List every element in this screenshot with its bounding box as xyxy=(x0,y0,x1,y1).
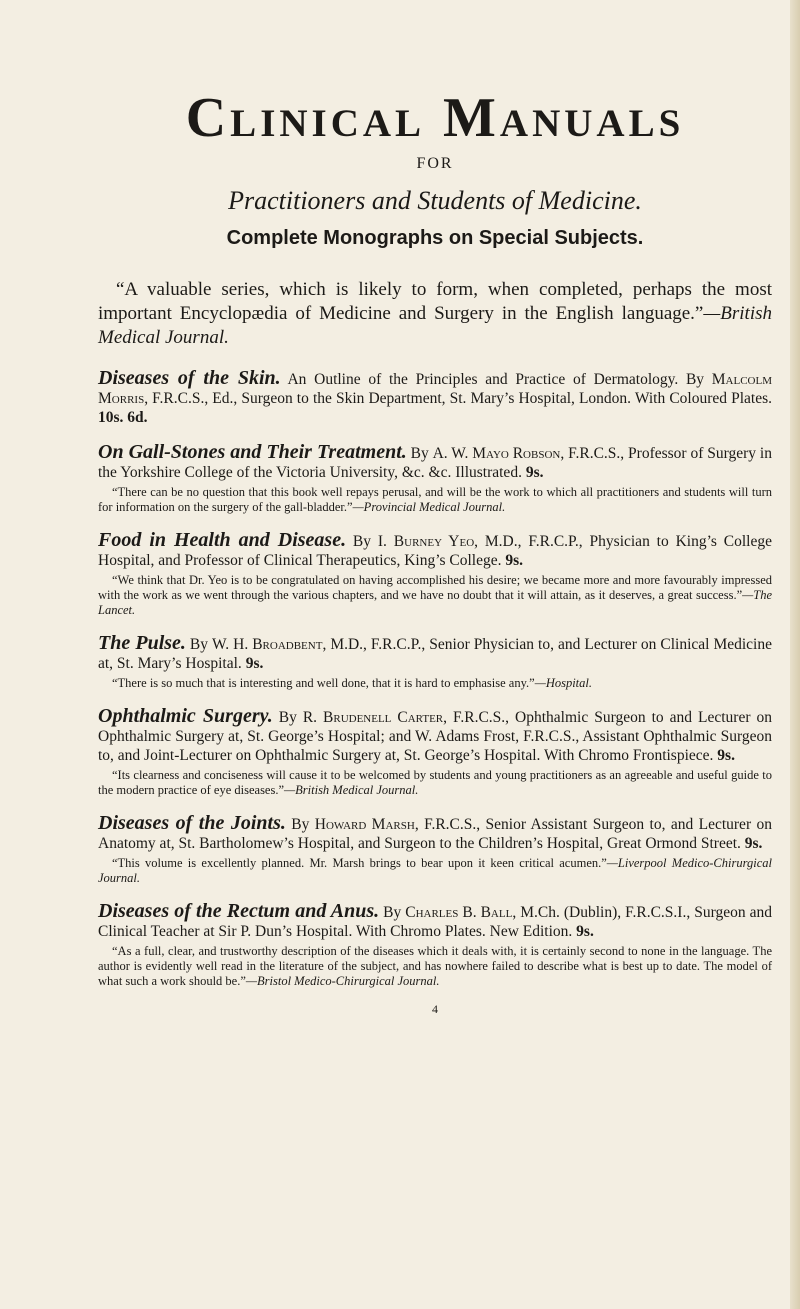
book-title: Food in Health and Disease. xyxy=(98,529,347,551)
book-desc-rest: , M.D., F.R.C.P., Senior Physician to, and Lecturer on Clinical Medicine at, St. Mary’s Hospital. xyxy=(98,636,772,672)
title-connector: FOR xyxy=(416,155,454,172)
book-entry-text xyxy=(98,443,772,482)
book-price: 10s. 6d. xyxy=(98,409,148,426)
review-quote xyxy=(98,768,772,798)
book-entry xyxy=(98,814,772,886)
book-desc-rest: , F.R.C.S., Ed., Surgeon to the Skin Department, St. Mary’s Hospital, London. With Coloured Plates. xyxy=(144,390,772,407)
book-title: On Gall-Stones and Their Treatment. xyxy=(98,441,407,463)
page-number: 4 xyxy=(432,1001,438,1016)
book-desc-start: By xyxy=(272,709,303,726)
book-desc-start: By xyxy=(406,445,433,462)
review-quote-source: —Hospital. xyxy=(534,676,593,690)
book-entry-text xyxy=(98,634,772,673)
book-entry-text xyxy=(98,814,772,853)
review-quote-source: —Provincial Medical Journal. xyxy=(352,500,506,514)
review-quote xyxy=(98,944,772,989)
book-title: Diseases of the Rectum and Anus. xyxy=(98,900,380,922)
series-tagline: Complete Monographs on Special Subjects. xyxy=(226,227,644,249)
book-author: I. Burney Yeo xyxy=(377,533,475,550)
page-title: Clinical Manuals xyxy=(185,87,685,149)
book-author: W. H. Broadbent xyxy=(212,636,323,653)
review-quote-source: —Bristol Medico-Chirurgical Journal. xyxy=(245,974,440,988)
review-quote-text: “As a full, clear, and trustworthy description of the diseases which it deals with, it is certainly second to none in the language. The author is evidently well read in the literature of the subject, and has nowhere failed to describe what is best up to date. The model of what such a work should be.” xyxy=(98,944,772,988)
book-price: 9s. xyxy=(505,552,524,569)
book-price: 9s. xyxy=(576,923,594,940)
book-price: 9s. xyxy=(744,835,763,852)
book-desc-start: An Outline of the Principles and Practice of Dermatology. By xyxy=(280,371,712,388)
intro-quote-source: —British Medical Journal. xyxy=(98,303,772,348)
book-desc-start: By xyxy=(285,816,315,833)
book-entry xyxy=(98,634,772,691)
entries-list xyxy=(98,369,772,989)
intro-quote-text: “A valuable series, which is likely to form, when completed, perhaps the most important Encyclopædia of Medicine and Surgery in the English language.” xyxy=(98,279,772,324)
book-title: The Pulse. xyxy=(98,632,186,654)
review-quote-source: —British Medical Journal. xyxy=(284,783,419,797)
book-entry xyxy=(98,369,772,427)
intro-quote xyxy=(98,278,772,350)
book-desc-rest: , F.R.C.S., Senior Assistant Surgeon to, and Lecturer on Anatomy at, St. Bartholomew’s Hospital, and Surgeon to the Children’s Hospital, Great Ormond Street. xyxy=(98,816,772,852)
book-author: Howard Marsh xyxy=(314,816,415,833)
book-desc-start: By xyxy=(185,636,213,653)
book-entry xyxy=(98,531,772,618)
review-quote-source: —Liverpool Medico-Chirurgical Journal. xyxy=(98,856,773,885)
review-quote-text: “Its clearness and conciseness will cause it to be welcomed by students and young practitioners as an agreeable and useful guide to the modern practice of eye diseases.” xyxy=(98,768,772,797)
book-price: 9s. xyxy=(525,464,544,481)
book-desc-rest: , F.R.C.S., Ophthalmic Surgeon to and Lecturer on Ophthalmic Surgery at, St. George’s Hospital; and W. Adams Frost, F.R.C.S., Assistant Ophthalmic Surgeon to, and Joint-Lecturer on Ophthalmic Surgery at, St. George’s Hospital. With Chromo Frontispiece. xyxy=(98,709,772,764)
book-entry-text xyxy=(98,531,772,570)
book-entry-text xyxy=(98,902,772,941)
book-desc-rest: , M.Ch. (Dublin), F.R.C.S.I., Surgeon and Clinical Teacher at Sir P. Dun’s Hospital. With Chromo Plates. New Edition. xyxy=(98,904,772,940)
page-edge xyxy=(790,0,800,1309)
review-quote xyxy=(98,856,772,886)
review-quote-text: “We think that Dr. Yeo is to be congratulated on having accomplished his desire; we became more and more favourably impressed with the work as we went through the various chapters, and we have no doubt that it will attain, as it deserves, a great success.” xyxy=(98,573,772,602)
review-quote-text: “There is so much that is interesting and well done, that it is hard to emphasise any.” xyxy=(112,676,535,690)
book-entry xyxy=(98,707,772,798)
book-author: Charles B. Ball xyxy=(405,904,513,921)
book-price: 9s. xyxy=(245,655,264,672)
review-quote xyxy=(98,573,772,618)
book-desc-rest: , F.R.C.S., Professor of Surgery in the Yorkshire College of the Victoria University, &c. &c. Illustrated. xyxy=(98,445,772,481)
book-entry-text xyxy=(98,369,772,427)
review-quote xyxy=(98,485,772,515)
book-author: Malcolm Morris xyxy=(98,371,772,407)
book-title: Ophthalmic Surgery. xyxy=(98,705,273,727)
review-quote-text: “This volume is excellently planned. Mr. Marsh brings to bear upon it keen critical acumen.” xyxy=(112,856,607,870)
series-subtitle: Practitioners and Students of Medicine. xyxy=(228,186,642,215)
book-title: Diseases of the Joints. xyxy=(98,812,286,834)
book-entry xyxy=(98,902,772,989)
book-entry xyxy=(98,443,772,515)
review-quote-source: —The Lancet. xyxy=(98,588,772,617)
book-desc-rest: , M.D., F.R.C.P., Physician to King’s College Hospital, and Professor of Clinical Therapeutics, King’s College. xyxy=(98,533,772,569)
book-title: Diseases of the Skin. xyxy=(98,367,281,389)
book-desc-start: By xyxy=(346,533,378,550)
book-desc-start: By xyxy=(379,904,406,921)
review-quote-text: “There can be no question that this book well repays perusal, and will be the work to which all practitioners and students will turn for information on the surgery of the gall-bladder.” xyxy=(98,485,772,514)
book-author: A. W. Mayo Robson xyxy=(432,445,561,462)
book-price: 9s. xyxy=(717,747,735,764)
book-author: R. Brudenell Carter xyxy=(302,709,444,726)
book-entry-text xyxy=(98,707,772,765)
review-quote xyxy=(98,676,772,691)
